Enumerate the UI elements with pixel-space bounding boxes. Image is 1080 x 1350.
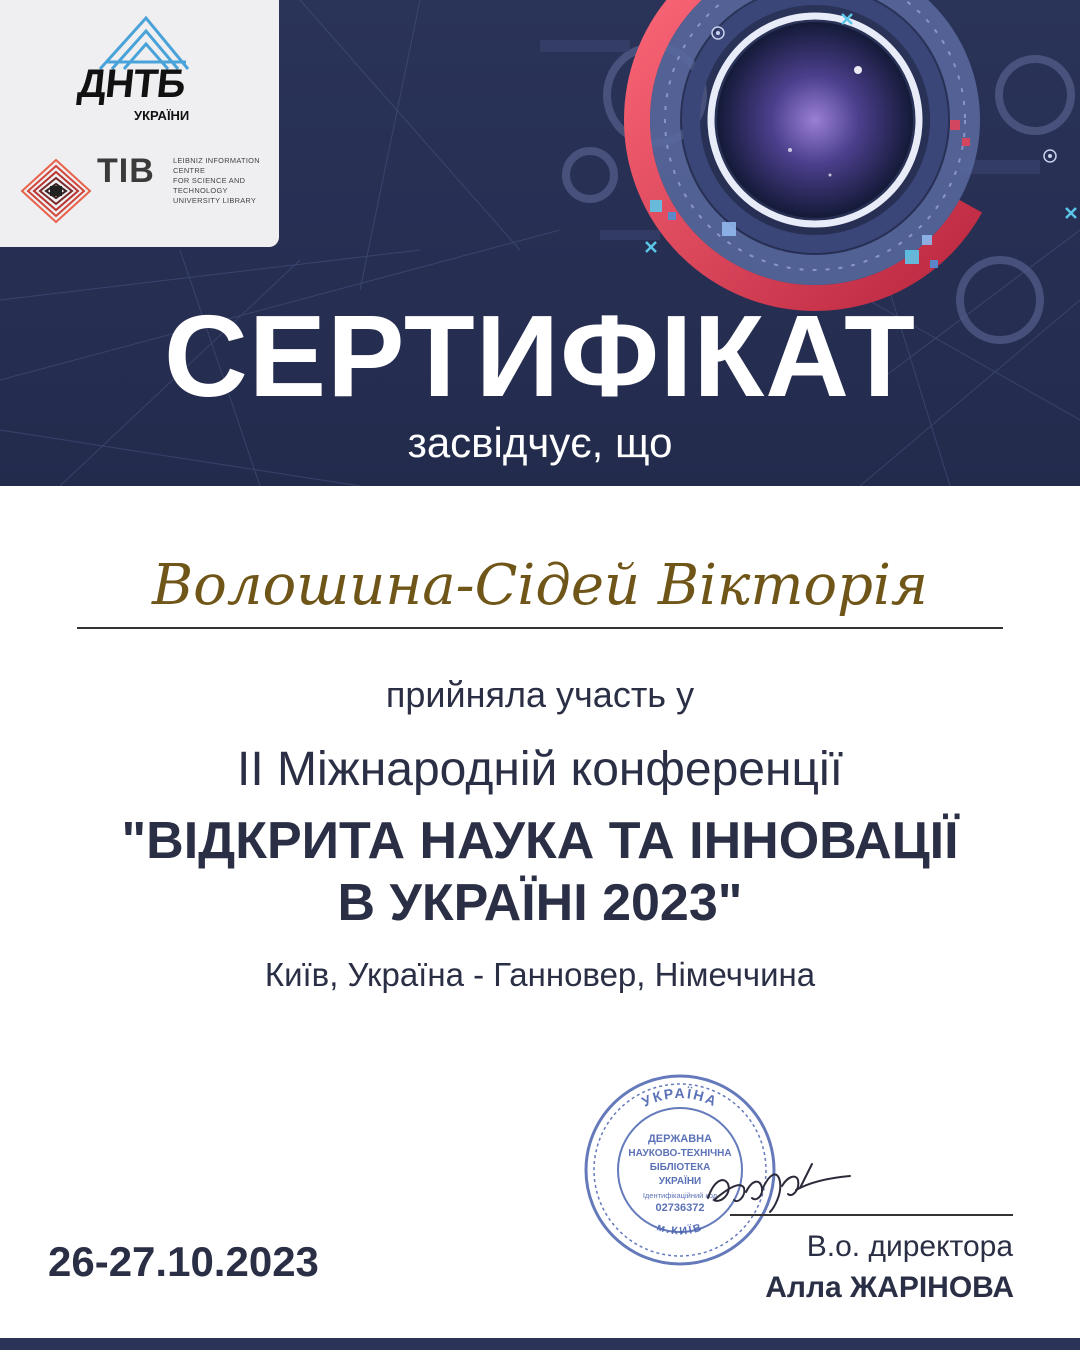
certificate-title: СЕРТИФІКАТ [163, 291, 917, 421]
signature [700, 1150, 860, 1220]
stamp-line: ДЕРЖАВНА [647, 1133, 713, 1145]
stamp-code-label: Ідентифікаційний код [642, 1191, 718, 1200]
recipient-name: Волошина-Сідей Вікторія [152, 553, 928, 618]
stamp-arc-bottom: м.КИЇВ [655, 1221, 705, 1238]
participation-text: прийняла участь у [385, 674, 695, 715]
dntb-logo-subtext: УКРАЇНИ [134, 108, 190, 123]
tib-logo-text: TIB [97, 152, 155, 190]
signature-line [730, 1214, 1013, 1216]
tib-caption-line: LEIBNIZ INFORMATION CENTRE [173, 156, 260, 175]
name-underline [77, 627, 1003, 629]
conference-line: ІІ Міжнародній конференції [237, 743, 843, 796]
certificate-subtitle: засвідчує, що [407, 419, 673, 466]
header-banner [0, 0, 1080, 486]
logo-card [0, 0, 279, 247]
tib-logo-icon [20, 158, 92, 224]
conference-title-line-1: "ВІДКРИТА НАУКА ТА ІННОВАЦІЇ [121, 812, 959, 870]
stamp-code: 02736372 [655, 1202, 705, 1214]
conference-location: Київ, Україна - Ганновер, Німеччина [264, 956, 816, 993]
conference-date: 26-27.10.2023 [48, 1238, 319, 1285]
stamp-line: БІБЛІОТЕКА [649, 1162, 711, 1173]
footer-bar [0, 1338, 1080, 1350]
tib-caption-line: UNIVERSITY LIBRARY [173, 196, 257, 205]
conference-title-line-2: В УКРАЇНІ 2023" [337, 874, 743, 932]
signatory-name: Алла ЖАРІНОВА [765, 1271, 1014, 1304]
stamp-line: НАУКОВО-ТЕХНІЧНА [628, 1148, 732, 1159]
stamp-arc-top: УКРАЇНА [639, 1084, 721, 1110]
tib-logo-caption [173, 156, 273, 206]
svg-text:м.КИЇВ [655, 1221, 705, 1237]
dntb-logo-text: ДНТБ [75, 62, 187, 106]
stamp-line: УКРАЇНИ [658, 1176, 702, 1187]
tib-caption-line: FOR SCIENCE AND TECHNOLOGY [173, 176, 246, 195]
conference-title [0, 810, 1080, 934]
signatory-role: В.о. директора [806, 1230, 1013, 1263]
